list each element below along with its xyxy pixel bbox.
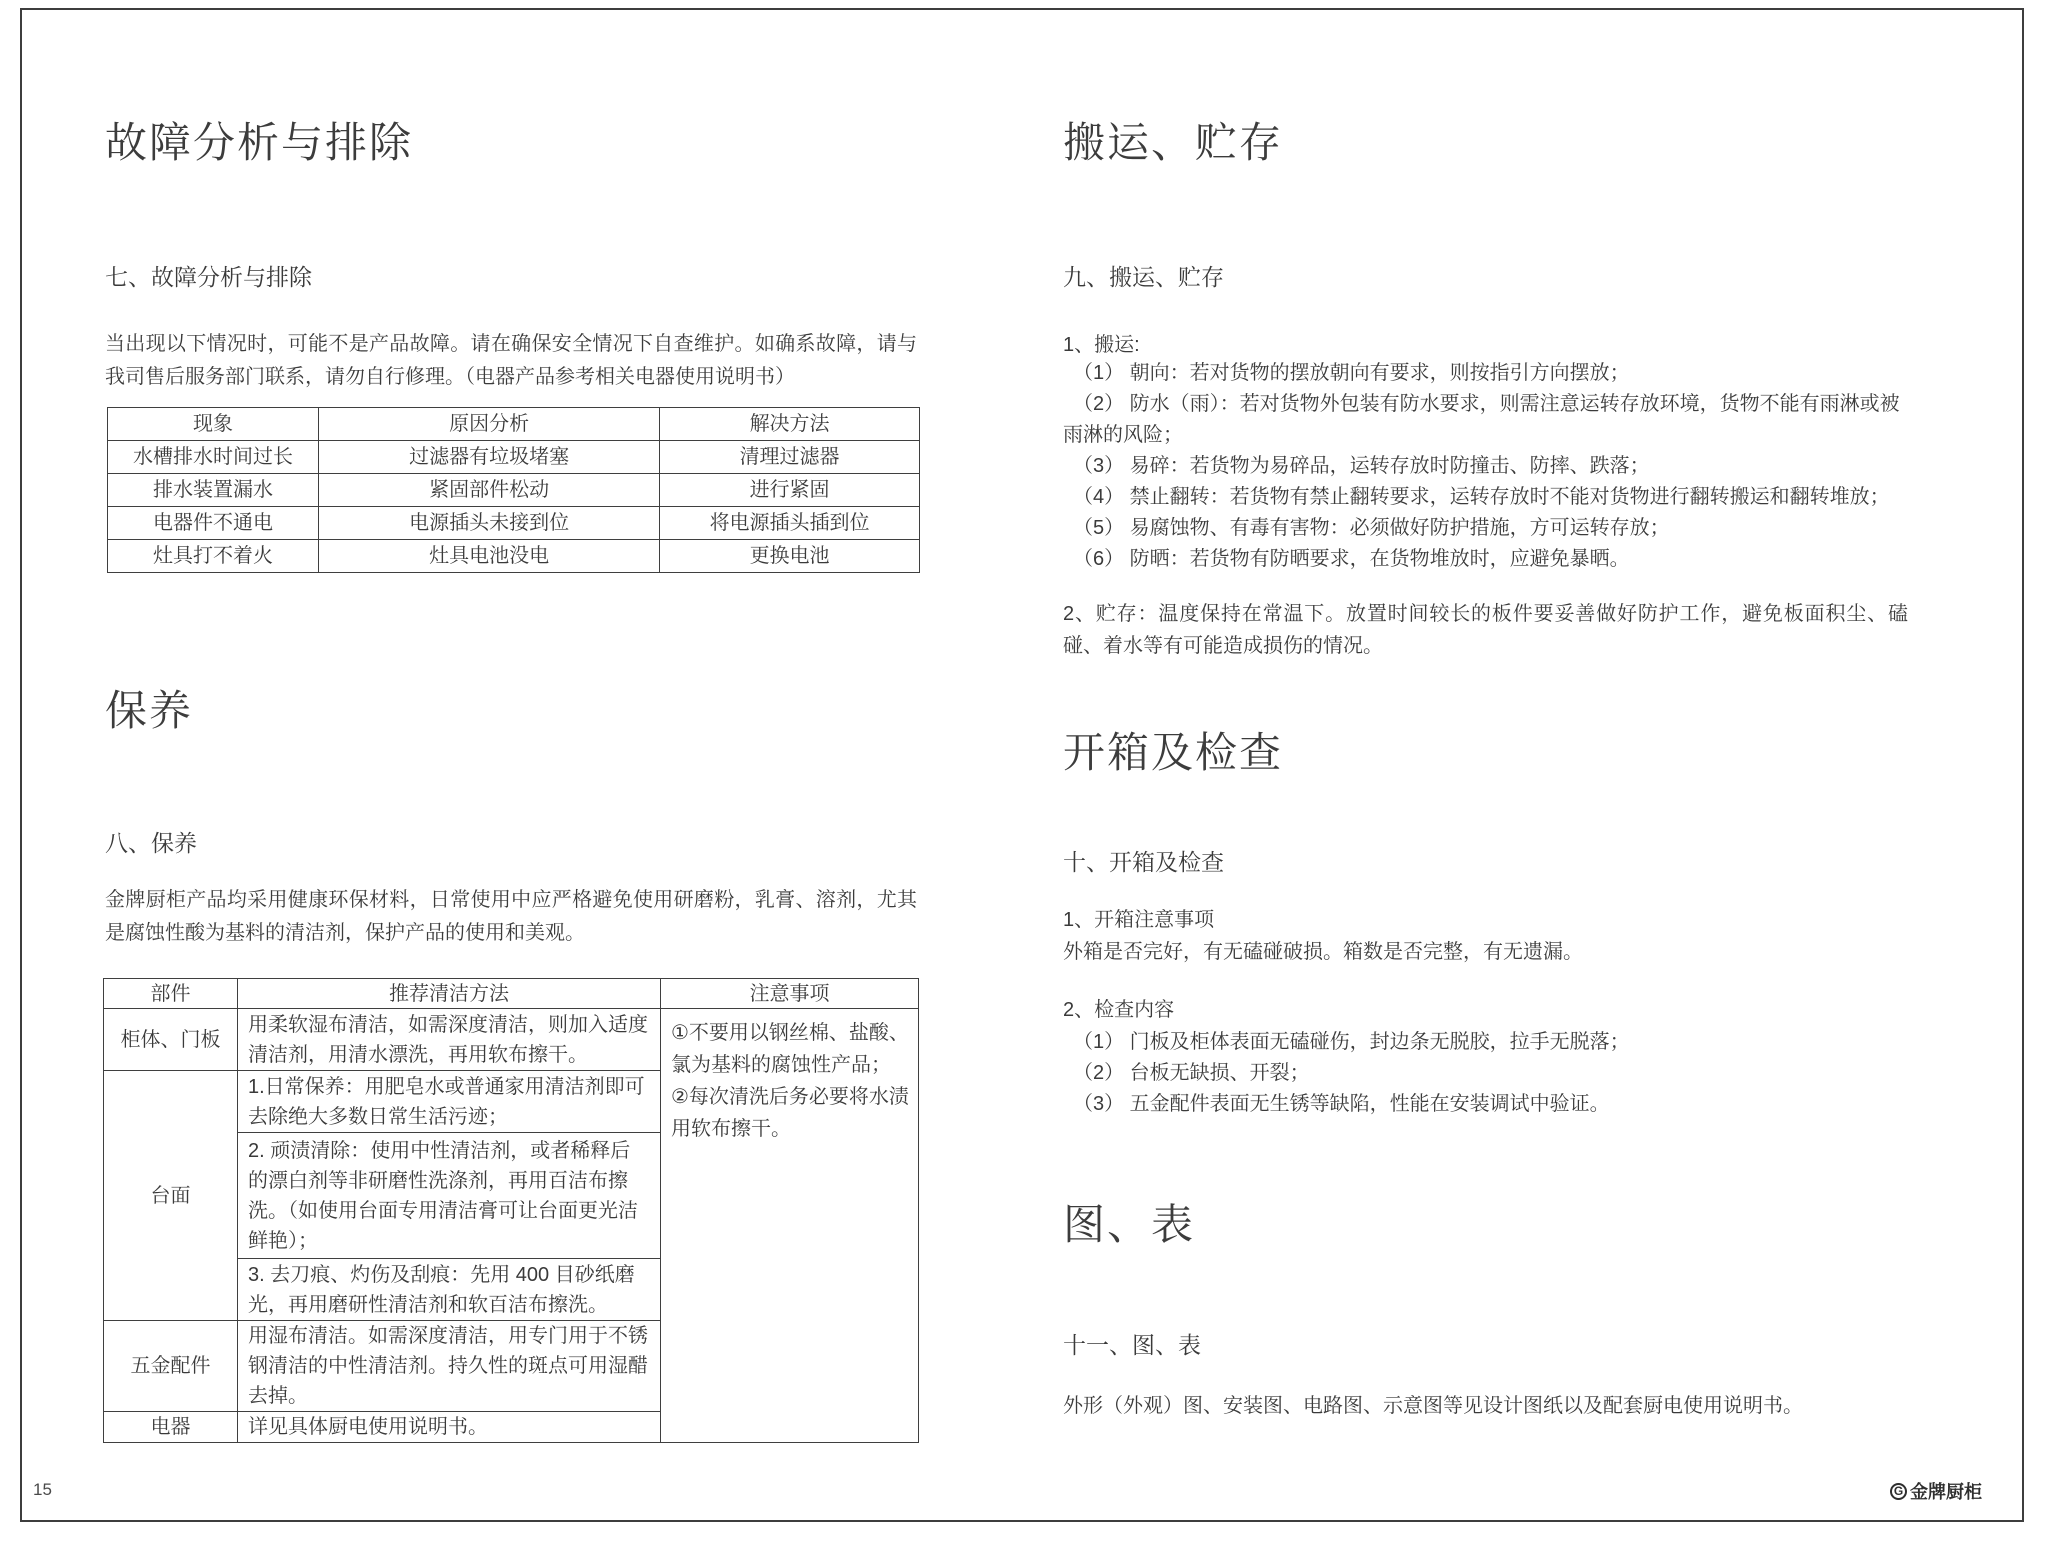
unpack-note: 外箱是否完好，有无磕碰破损。箱数是否完整，有无遗漏。 (1063, 941, 1583, 963)
cell: 灶具电池没电 (319, 540, 660, 573)
inspection-item-list (1063, 1027, 1908, 1120)
brand-logo-g-icon: G (1890, 1483, 1907, 1500)
cell: 排水装置漏水 (108, 474, 319, 507)
col-header-phenomenon: 现象 (108, 408, 319, 441)
table-row (108, 540, 920, 573)
note-1: ①不要用以钢丝棉、盐酸、氯为基料的腐蚀性产品； (671, 1022, 909, 1076)
cell: 1.日常保养：用肥皂水或普通家用清洁剂即可去除绝大多数日常生活污迹； (238, 1071, 661, 1133)
cell: 更换电池 (660, 540, 920, 573)
cell: 灶具打不着火 (108, 540, 319, 573)
unpack-subheading-2: 2、检查内容 (1063, 999, 1175, 1021)
heading-9-transport-storage: 九、搬运、贮存 (1063, 264, 1224, 290)
table-row (108, 474, 920, 507)
list-item: （5） 易腐蚀物、有毒有害物：必须做好防护措施，方可运转存放； (1073, 517, 1670, 539)
page-number: 15 (33, 1480, 52, 1499)
col-header-notes: 注意事项 (661, 979, 919, 1009)
storage-paragraph: 2、贮存：温度保持在常温下。放置时间较长的板件要妥善做好防护工作，避免板面积尘、磕碰、着水等有可能造成损伤的情况。 (1063, 603, 1908, 657)
section-title-fault-analysis: 故障分析与排除 (105, 119, 414, 166)
section-title-transport-storage: 搬运、贮存 (1063, 119, 1284, 166)
heading-7-fault-analysis: 七、故障分析与排除 (105, 264, 312, 290)
table-row (108, 507, 920, 540)
cell: 进行紧固 (660, 474, 920, 507)
cell: 详见具体厨电使用说明书。 (238, 1412, 661, 1443)
part-countertop: 台面 (104, 1071, 238, 1321)
cell: 水槽排水时间过长 (108, 441, 319, 474)
cell: 2. 顽渍清除：使用中性清洁剂，或者稀释后的漂白剂等非研磨性洗涤剂，再用百洁布擦洗。（如使用台面专用清洁膏可让台面更光洁鲜艳）； (238, 1133, 661, 1259)
col-header-solution: 解决方法 (660, 408, 920, 441)
heading-11-figures-tables: 十一、图、表 (1063, 1332, 1201, 1358)
section-title-unpacking: 开箱及检查 (1063, 729, 1284, 776)
heading-8-maintenance: 八、保养 (105, 830, 197, 856)
section-title-maintenance: 保养 (105, 687, 194, 734)
notes-cell (661, 1009, 919, 1443)
cell: 3. 去刀痕、灼伤及刮痕：先用 400 目砂纸磨光，再用磨研性清洁剂和软百洁布擦洗。 (238, 1259, 661, 1321)
brand-logo (1890, 1478, 1982, 1504)
table-row (108, 441, 920, 474)
part-appliance: 电器 (104, 1412, 238, 1443)
list-item: （3） 易碎：若货物为易碎品，运转存放时防撞击、防摔、跌落； (1073, 455, 1650, 477)
fault-intro-paragraph: 当出现以下情况时，可能不是产品故障。请在确保安全情况下自查维护。如确系故障，请与我司售后服务部门联系，请勿自行修理。（电器产品参考相关电器使用说明书） (105, 333, 917, 388)
cell: 紧固部件松动 (319, 474, 660, 507)
part-hardware: 五金配件 (104, 1321, 238, 1412)
list-item: （6） 防晒：若货物有防晒要求，在货物堆放时，应避免暴晒。 (1073, 548, 1630, 570)
cell: 用柔软湿布清洁，如需深度清洁，则加入适度清洁剂，用清水漂洗，再用软布擦干。 (238, 1009, 661, 1071)
part-cabinet-door: 柜体、门板 (104, 1009, 238, 1071)
list-item: （1） 门板及柜体表面无磕碰伤，封边条无脱胶，拉手无脱落； (1073, 1031, 1630, 1053)
list-item: （1） 朝向：若对货物的摆放朝向有要求，则按指引方向摆放； (1073, 362, 1630, 384)
cell: 电器件不通电 (108, 507, 319, 540)
section-title-figures-tables: 图、表 (1063, 1201, 1196, 1248)
table-row (104, 1009, 919, 1071)
cell: 过滤器有垃圾堵塞 (319, 441, 660, 474)
cell: 电源插头未接到位 (319, 507, 660, 540)
list-item: （2） 台板无缺损、开裂； (1073, 1062, 1310, 1084)
figures-paragraph: 外形（外观）图、安装图、电路图、示意图等见设计图纸以及配套厨电使用说明书。 (1063, 1395, 1803, 1417)
heading-10-unpacking: 十、开箱及检查 (1063, 849, 1224, 875)
transport-item-list (1063, 358, 1908, 575)
note-2: ②每次清洗后务必要将水渍用软布擦干。 (671, 1086, 909, 1140)
cell: 将电源插头插到位 (660, 507, 920, 540)
col-header-part: 部件 (104, 979, 238, 1009)
list-item: （4） 禁止翻转：若货物有禁止翻转要求，运转存放时不能对货物进行翻转搬运和翻转堆放； (1073, 486, 1890, 508)
cell: 清理过滤器 (660, 441, 920, 474)
table-header-row (104, 979, 919, 1009)
col-header-method: 推荐清洁方法 (238, 979, 661, 1009)
list-item: （3） 五金配件表面无生锈等缺陷，性能在安装调试中验证。 (1073, 1093, 1610, 1115)
maintenance-intro-paragraph: 金牌厨柜产品均采用健康环保材料，日常使用中应严格避免使用研磨粉，乳膏、溶剂，尤其是腐蚀性酸为基料的清洁剂，保护产品的使用和美观。 (105, 889, 917, 944)
col-header-cause: 原因分析 (319, 408, 660, 441)
troubleshooting-table (107, 407, 920, 573)
unpack-subheading-1: 1、开箱注意事项 (1063, 909, 1215, 931)
table-header-row (108, 408, 920, 441)
list-item: （2） 防水（雨）：若对货物外包装有防水要求，则需注意运转存放环境，货物不能有雨淋或被雨淋的风险； (1063, 393, 1900, 446)
maintenance-table (103, 978, 919, 1443)
transport-subheading: 1、搬运: (1063, 334, 1140, 356)
cell: 用湿布清洁。如需深度清洁，用专门用于不锈钢清洁的中性清洁剂。持久性的斑点可用湿醋去掉。 (238, 1321, 661, 1412)
brand-logo-text: 金牌厨柜 (1910, 1482, 1982, 1502)
